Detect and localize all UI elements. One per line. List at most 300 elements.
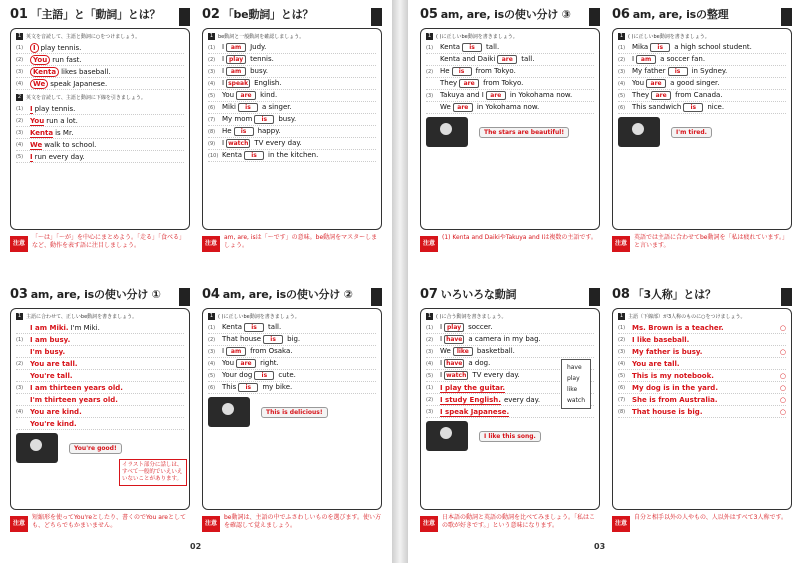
sentence	[30, 68, 111, 76]
answer-field[interactable]: I am Miki.	[30, 323, 69, 332]
note-tag: 注意	[420, 236, 438, 252]
bookmark-icon	[781, 8, 792, 26]
exercise-row	[16, 406, 184, 418]
exercise-row	[16, 66, 184, 78]
exercise-row	[426, 54, 594, 66]
row-number: (2)	[16, 56, 24, 63]
instruction-text: 主語に合わせて、正しいbe動詞を書きましょう。	[26, 314, 138, 320]
answer-field[interactable]: watch	[446, 372, 467, 379]
illustration-picture-icon	[618, 117, 660, 147]
answer-field[interactable]: You	[30, 55, 50, 65]
sentence	[30, 384, 123, 392]
exercise-row	[426, 90, 594, 102]
sentence	[30, 117, 78, 125]
illustration	[426, 421, 594, 451]
row-number: (1)	[208, 324, 216, 331]
answer-field[interactable]: I'm thirteen years old.	[30, 395, 118, 404]
exercise-row	[16, 358, 184, 370]
sentence	[30, 408, 82, 416]
exercise-row	[16, 370, 184, 382]
section-instruction	[16, 313, 184, 320]
answer-field[interactable]: are	[486, 91, 506, 100]
row-number: (2)	[426, 396, 434, 403]
sentence-subject: You	[222, 359, 235, 367]
sentence	[222, 103, 292, 112]
answer-field[interactable]: is	[683, 103, 703, 112]
sentence-rest: TV every day.	[254, 139, 302, 147]
page-number: 03	[594, 542, 606, 551]
section-number-icon: 1	[209, 313, 214, 319]
answer-field[interactable]: play	[444, 323, 464, 332]
sentence	[30, 324, 100, 332]
sentence-rest: is Mr.	[55, 128, 74, 137]
exercise-row	[618, 102, 786, 114]
illustration	[618, 117, 786, 147]
answer-field[interactable]: watch	[228, 140, 249, 147]
sentence-subject: Kenta and Daiki	[440, 55, 496, 63]
sentence-subject: I	[632, 55, 635, 63]
row-number: (5)	[16, 153, 24, 160]
row-number: (2)	[208, 336, 216, 343]
answer-field[interactable]: is	[244, 151, 264, 160]
sentence-subject: He	[440, 67, 450, 75]
bookmark-icon	[179, 288, 190, 306]
exercise-row	[208, 42, 376, 54]
sentence-rest: tall.	[521, 55, 535, 63]
section-instruction	[618, 33, 786, 40]
exercise-row	[208, 54, 376, 66]
answer-field[interactable]: speak	[228, 80, 249, 87]
note-tag: 注意	[202, 516, 220, 532]
note-text: 日本語の動詞と英語の動詞を比べてみましょう。「私はこの歌が好きです。」という意味になります。	[442, 514, 596, 529]
row-number: (6)	[208, 104, 216, 111]
exercise-row	[618, 406, 786, 418]
row-number: (5)	[618, 92, 626, 99]
sentence-subject: I	[440, 359, 443, 367]
exercise-row	[16, 54, 184, 66]
sentence	[30, 372, 73, 380]
illustration-picture-icon	[208, 397, 250, 427]
sentence	[30, 80, 107, 88]
row-number: (3)	[618, 68, 626, 75]
note-box	[10, 514, 190, 550]
row-number: (4)	[426, 360, 434, 367]
sentence-subject: This	[222, 383, 237, 391]
answer-field[interactable]: She is from Australia.	[632, 395, 718, 404]
speech-bubble[interactable]: The stars are beautiful!	[479, 127, 569, 138]
section-instruction	[426, 33, 594, 40]
note-tag: 注意	[202, 236, 220, 252]
sentence	[30, 153, 85, 161]
instruction-text: 英文を音読して、主語と動詞に○をつけましょう。	[26, 34, 141, 40]
answer-field[interactable]: You	[30, 116, 45, 125]
sentence	[440, 347, 515, 356]
answer-field[interactable]: is	[254, 115, 274, 124]
sentence	[632, 55, 705, 64]
sentence	[30, 129, 73, 137]
sentence	[222, 67, 268, 76]
exercise-panel-02	[202, 6, 382, 274]
answer-field[interactable]: are	[651, 91, 671, 100]
sentence-rest: busy.	[278, 115, 297, 123]
check-mark: ○	[779, 323, 786, 332]
answer-field[interactable]: is	[234, 127, 254, 136]
answer-field[interactable]: are	[497, 55, 517, 64]
sentence-subject: We	[440, 347, 451, 355]
row-number: (3)	[16, 384, 24, 391]
answer-field[interactable]: is	[244, 323, 264, 332]
sentence-subject: My father	[632, 67, 666, 75]
note-text: 「～は」「～が」を中心にまとめよう。「走る」「食べる」など、動作を表す語に注目しましょう。	[32, 234, 186, 249]
exercise-row	[426, 78, 594, 90]
book-gutter	[392, 0, 408, 563]
note-box	[202, 234, 382, 270]
answer-field[interactable]: You are tall.	[30, 359, 78, 368]
instruction-text: ( )に正しいbe動詞を書きましょう。	[218, 314, 300, 320]
sentence-rest: tall.	[268, 323, 282, 331]
sentence-rest: play tennis.	[40, 43, 82, 52]
sentence	[222, 127, 281, 136]
speech-bubble[interactable]: I'm tired.	[671, 127, 712, 138]
sentence	[440, 359, 490, 368]
note-box	[612, 234, 792, 270]
exercise-row	[618, 346, 786, 358]
note-tag: 注意	[612, 236, 630, 252]
row-number: (3)	[618, 348, 626, 355]
sentence-rest: a good singer.	[670, 79, 720, 87]
sentence-rest: nice.	[707, 103, 725, 111]
unit-title: am, are, isの使い分け ③	[440, 8, 571, 21]
illustration-picture-icon	[426, 421, 468, 451]
panel-title	[420, 6, 586, 28]
answer-field[interactable]: You're kind.	[30, 419, 77, 428]
answer-field[interactable]: My dog is in the yard.	[632, 383, 718, 392]
sentence-rest: a camera in my bag.	[468, 335, 541, 343]
sentence-rest: every day.	[503, 395, 541, 404]
exercise-panel-04	[202, 286, 382, 554]
illustration-picture-icon	[426, 117, 468, 147]
exercise-box	[202, 28, 382, 230]
sentence-rest: tennis.	[250, 55, 274, 63]
row-number: (7)	[618, 396, 626, 403]
answer-field[interactable]: We	[30, 79, 48, 89]
row-number: (2)	[426, 68, 434, 75]
note-text: be動詞は、主語の中でふさわしいものを選びます。使い方を確認して覚えましょう。	[224, 514, 382, 529]
note-text: (1) Kenta and DaikiやTakuya and Iは複数の主語です。	[442, 234, 597, 241]
sentence	[30, 396, 118, 404]
answer-field[interactable]: is	[462, 43, 482, 52]
exercise-row	[208, 138, 376, 150]
speech-bubble[interactable]: I like this song.	[479, 431, 541, 442]
unit-number: 02	[202, 7, 220, 22]
row-number: (1)	[16, 105, 24, 112]
answer-field[interactable]: am	[226, 67, 246, 76]
check-mark: ○	[779, 383, 786, 392]
row-number: (4)	[208, 80, 216, 87]
exercise-row	[618, 54, 786, 66]
section-number-icon: 2	[17, 94, 22, 100]
answer-field[interactable]: You're tall.	[30, 371, 73, 380]
answer-field[interactable]: We	[30, 140, 43, 149]
answer-field[interactable]: I study English.	[440, 395, 501, 404]
sentence	[440, 55, 534, 64]
answer-field[interactable]: You are kind.	[30, 407, 82, 416]
note-tag: 注意	[10, 236, 28, 252]
answer-field[interactable]: am	[636, 55, 656, 64]
exercise-row	[618, 370, 786, 382]
check-mark: ○	[779, 395, 786, 404]
answer-field[interactable]: are	[236, 91, 256, 100]
row-number: (3)	[426, 348, 434, 355]
exercise-row	[16, 139, 184, 151]
exercise-box	[10, 308, 190, 510]
exercise-row	[208, 322, 376, 334]
row-number: (4)	[208, 360, 216, 367]
instruction-text: ( )に正しいbe動詞を書きましょう。	[436, 34, 518, 40]
sentence	[30, 336, 70, 344]
exercise-panel-06	[612, 6, 792, 274]
row-number: (3)	[16, 129, 24, 136]
sentence-rest: a dog.	[468, 359, 491, 367]
row-number: (2)	[208, 56, 216, 63]
exercise-row	[618, 394, 786, 406]
sentence	[222, 79, 282, 88]
panel-title	[10, 286, 176, 308]
section-instruction	[618, 313, 786, 320]
sentence-subject: Mika	[632, 43, 649, 51]
instruction-text: 英文を音読して、主語と動詞に下線を引きましょう。	[26, 95, 146, 101]
row-number: (1)	[16, 336, 24, 343]
answer-field[interactable]: I'm busy.	[30, 347, 66, 356]
panel-title	[202, 6, 368, 28]
exercise-row	[16, 127, 184, 139]
exercise-row	[426, 322, 594, 334]
answer-field[interactable]: are	[453, 103, 473, 112]
exercise-row	[16, 115, 184, 127]
section-number-icon: 1	[427, 33, 432, 39]
answer-field[interactable]: I play the guitar.	[440, 383, 506, 392]
sentence-subject: I	[222, 55, 225, 63]
sentence	[30, 141, 96, 149]
row-number: (3)	[208, 348, 216, 355]
answer-field[interactable]: I	[30, 152, 33, 161]
row-number: (1)	[426, 44, 434, 51]
speech-bubble[interactable]: You're good!	[69, 443, 122, 454]
answer-field[interactable]: Ms. Brown is a teacher.	[632, 323, 724, 332]
sentence-rest: busy.	[250, 67, 268, 75]
exercise-row	[16, 151, 184, 163]
exercise-row	[208, 102, 376, 114]
exercise-row	[16, 334, 184, 346]
row-number: (2)	[618, 56, 626, 63]
sentence	[440, 43, 499, 52]
sentence	[222, 359, 279, 368]
sentence	[222, 323, 281, 332]
answer-field[interactable]: I am thirteen years old.	[30, 383, 123, 392]
note-text: am, are, isは「～です」の意味。be動詞をマスターしましょう。	[224, 234, 378, 249]
answer-field[interactable]: is	[238, 103, 258, 112]
sentence-rest: in the kitchen.	[268, 151, 319, 159]
sentence-rest: in Sydney.	[691, 67, 728, 75]
sentence-rest: run every day.	[34, 152, 85, 161]
answer-field[interactable]: are	[646, 79, 666, 88]
unit-title: いろいろな動詞	[440, 288, 517, 301]
answer-field[interactable]: play	[226, 55, 246, 64]
sentence	[632, 336, 689, 344]
exercise-row	[16, 418, 184, 430]
row-number: (2)	[426, 336, 434, 343]
sentence-rest: my bike.	[262, 383, 293, 391]
word-item: have	[566, 364, 582, 371]
sentence	[440, 408, 509, 416]
sentence-rest: from Osaka.	[250, 347, 293, 355]
sentence-subject: I	[222, 139, 225, 147]
sentence	[632, 79, 720, 88]
sentence	[632, 324, 724, 332]
exercise-row	[208, 382, 376, 394]
sentence-subject: I	[440, 323, 443, 331]
answer-field[interactable]: is	[452, 67, 472, 76]
exercise-row	[618, 358, 786, 370]
note-box	[10, 234, 190, 270]
sentence	[222, 335, 300, 344]
exercise-panel-03	[10, 286, 190, 554]
row-number: (1)	[618, 324, 626, 331]
answer-field[interactable]: have	[446, 336, 463, 343]
note-box	[202, 514, 382, 550]
answer-field[interactable]: I	[30, 43, 39, 53]
exercise-row	[618, 78, 786, 90]
sentence	[222, 43, 266, 52]
sentence-subject: I	[440, 335, 443, 343]
sentence	[222, 115, 296, 124]
sentence-rest: walk to school.	[44, 140, 97, 149]
answer-field[interactable]: are	[236, 359, 256, 368]
exercise-row	[208, 346, 376, 358]
answer-field[interactable]: like	[453, 347, 473, 356]
answer-field[interactable]: am	[226, 43, 246, 52]
section-instruction	[208, 313, 376, 320]
instruction-text: 主語（下線部）が3人称のものに○をつけましょう。	[628, 314, 746, 320]
exercise-row	[16, 322, 184, 334]
exercise-row	[426, 102, 594, 114]
answer-field[interactable]: am	[226, 347, 246, 356]
sentence	[632, 384, 718, 392]
row-number: (6)	[618, 384, 626, 391]
row-number: (6)	[618, 104, 626, 111]
word-item: play	[566, 375, 580, 382]
sentence-subject: Kenta	[222, 323, 243, 331]
unit-number: 07	[420, 287, 438, 302]
sentence-subject: This sandwich	[632, 103, 682, 111]
answer-field[interactable]: I speak Japanese.	[440, 407, 510, 416]
row-number: (4)	[618, 80, 626, 87]
bookmark-icon	[589, 288, 600, 306]
answer-field[interactable]: I like baseball.	[632, 335, 690, 344]
bookmark-icon	[781, 288, 792, 306]
sentence	[440, 67, 516, 76]
unit-title: 「主語」と「動詞」とは？	[30, 8, 161, 21]
note-tag: 注意	[10, 516, 28, 532]
exercise-row	[208, 78, 376, 90]
sentence-subject: I	[222, 347, 225, 355]
sentence-subject: I	[222, 43, 225, 51]
sentence-rest: kind.	[260, 91, 278, 99]
sentence-subject: They	[632, 91, 650, 99]
sentence-subject: You	[632, 79, 645, 87]
row-number: (3)	[208, 68, 216, 75]
panel-title	[612, 286, 778, 308]
exercise-row	[426, 346, 594, 358]
exercise-row	[16, 78, 184, 90]
sentence	[632, 360, 680, 368]
row-number: (1)	[426, 324, 434, 331]
sentence-rest: TV every day.	[472, 371, 520, 379]
sentence-subject: That house	[222, 335, 262, 343]
answer-field[interactable]: is	[668, 67, 688, 76]
note-text: 英語では主語に合わせてbe動詞を「私は疲れています。」と言います。	[634, 234, 789, 249]
exercise-row	[208, 90, 376, 102]
answer-field[interactable]: is	[263, 335, 283, 344]
sentence	[440, 91, 572, 100]
answer-field[interactable]: Kenta	[30, 67, 59, 77]
panel-title	[202, 286, 368, 308]
sentence-rest: I'm Miki.	[70, 323, 100, 332]
section-instruction	[16, 94, 184, 101]
answer-field[interactable]: That house is big.	[632, 407, 703, 416]
sentence	[632, 372, 714, 380]
exercise-box	[420, 28, 600, 230]
row-number: (1)	[426, 384, 434, 391]
answer-field[interactable]: I am busy.	[30, 335, 71, 344]
sentence-rest: play tennis.	[34, 104, 76, 113]
sentence	[222, 371, 296, 380]
section-instruction	[426, 313, 594, 320]
panel-title	[10, 6, 176, 28]
sentence	[632, 396, 718, 404]
check-mark: ○	[779, 347, 786, 356]
answer-field[interactable]: is	[238, 383, 258, 392]
answer-field[interactable]: is	[650, 43, 670, 52]
check-mark: ○	[779, 371, 786, 380]
answer-field[interactable]: You are tall.	[632, 359, 680, 368]
speech-bubble[interactable]: This is delicious!	[261, 407, 328, 418]
sentence	[440, 384, 505, 392]
sentence-rest: from Tokyo.	[475, 67, 516, 75]
answer-field[interactable]: is	[254, 371, 274, 380]
illustration	[208, 397, 376, 427]
sentence	[30, 56, 82, 64]
sentence	[632, 408, 702, 416]
exercise-panel-07	[420, 286, 600, 554]
answer-field[interactable]: My father is busy.	[632, 347, 703, 356]
exercise-box	[202, 308, 382, 510]
sentence-rest: run fast.	[52, 55, 82, 64]
answer-field[interactable]: Kenta	[30, 128, 54, 137]
row-number: (4)	[16, 408, 24, 415]
unit-title: 「3人称」とは？	[632, 288, 716, 301]
callout-note: イラスト部分に話しは、すべて一般的でいえいえいないことがあります。	[119, 459, 187, 486]
answer-field[interactable]: I	[30, 104, 33, 113]
answer-field[interactable]: This is my notebook.	[632, 371, 714, 380]
word-item: like	[566, 386, 578, 393]
sentence	[30, 420, 77, 428]
sentence-rest: a high school student.	[674, 43, 752, 51]
exercise-row	[208, 358, 376, 370]
answer-field[interactable]: are	[459, 79, 479, 88]
sentence	[632, 348, 702, 356]
answer-field[interactable]: have	[446, 360, 463, 367]
